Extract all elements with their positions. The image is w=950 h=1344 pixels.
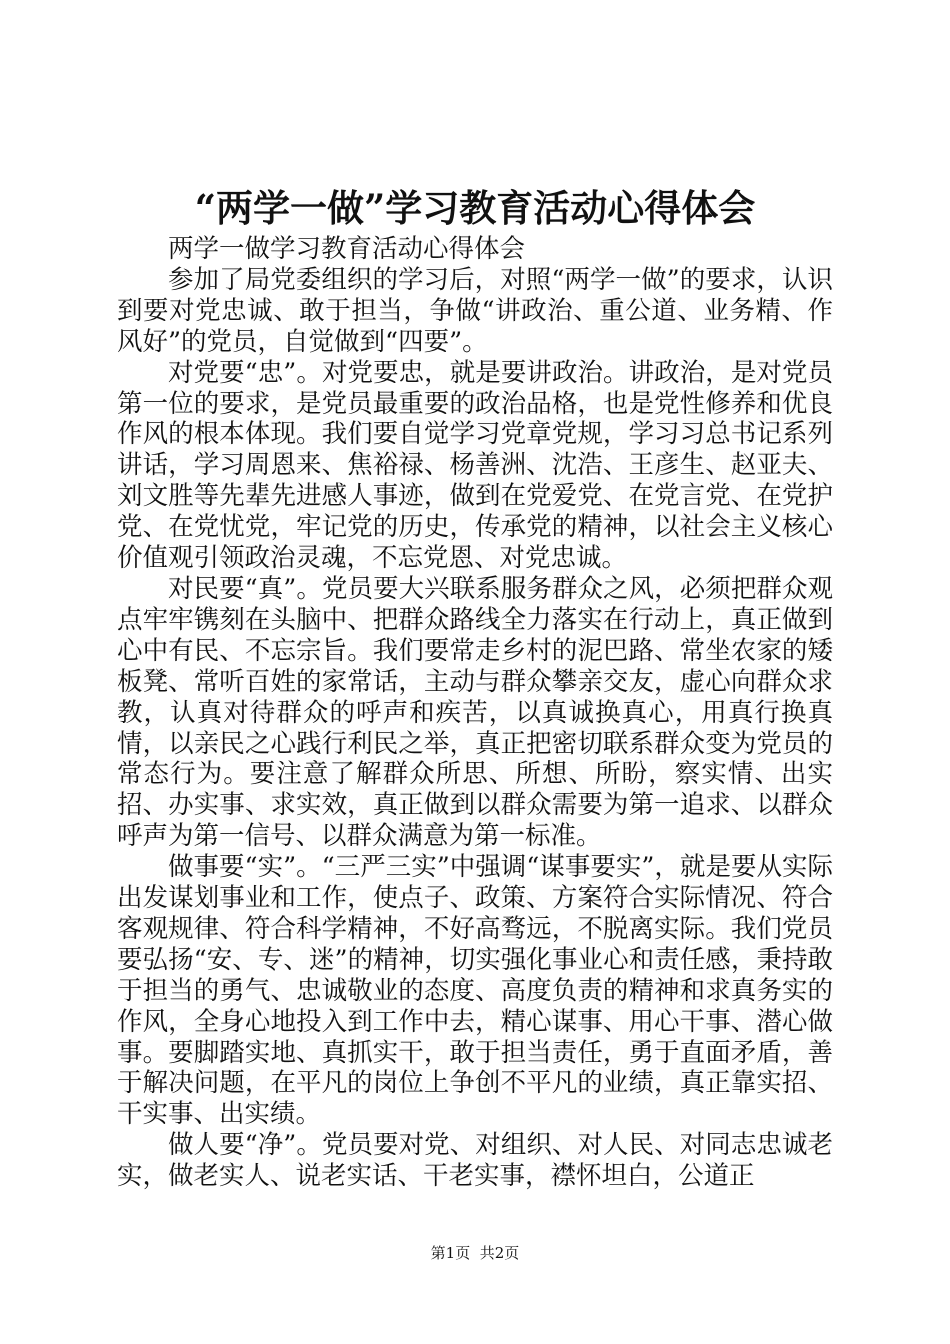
paragraph-loyalty: 对党要“忠”。对党要忠，就是要讲政治。讲政治，是对党员第一位的要求，是党员最重要的政治品格，也是党性修养和优良作风的根本体现。我们要自觉学习党章党规，学习习总书记系列讲话，学习周恩来、焦裕禄、杨善洲、沈浩、王彦生、赵亚夫、刘文胜等先辈先进感人事迹，做到在党爱党、在党言党、在党护党、在党忧党，牢记党的历史，传承党的精神，以社会主义核心价值观引领政治灵魂，不忘党恩、对党忠诚。 [117, 357, 833, 574]
document-body [117, 234, 833, 1192]
paragraph-practicality: 做事要“实”。“三严三实”中强调“谋事要实”，就是要从实际出发谋划事业和工作，使点子、政策、方案符合实际情况、符合客观规律、符合科学精神，不好高骛远，不脱离实际。我们党员要弘扬“安、专、迷”的精神，切实强化事业心和责任感，秉持敢于担当的勇气、忠诚敬业的态度、高度负责的精神和求真务实的作风，全身心地投入到工作中去，精心谋事、用心干事、潜心做事。要脚踏实地、真抓实干，敢于担当责任，勇于直面矛盾，善于解决问题，在平凡的岗位上争创不平凡的业绩，真正靠实招、干实事、出实绩。 [117, 852, 833, 1130]
paragraph-subtitle: 两学一做学习教育活动心得体会 [168, 234, 526, 264]
page-footer [0, 1243, 950, 1263]
document-title: “两学一做”学习教育活动心得体会 [194, 186, 756, 230]
paragraph-intro: 参加了局党委组织的学习后，对照“两学一做”的要求，认识到要对党忠诚、敢于担当，争做“讲政治、重公道、业务精、作风好”的党员，自觉做到“四要”。 [117, 264, 833, 357]
paragraph-integrity: 做人要“净”。党员要对党、对组织、对人民、对同志忠诚老实，做老实人、说老实话、干老实事，襟怀坦白，公道正 [117, 1130, 833, 1192]
paragraph-sincerity: 对民要“真”。党员要大兴联系服务群众之风，必须把群众观点牢牢镌刻在头脑中、把群众路线全力落实在行动上，真正做到心中有民、不忘宗旨。我们要常走乡村的泥巴路、常坐农家的矮板凳、常听百姓的家常话，主动与群众攀亲交友，虚心向群众求教，认真对待群众的呼声和疾苦，以真诚换真心，用真行换真情，以亲民之心践行利民之举，真正把密切联系群众变为党员的常态行为。要注意了解群众所思、所想、所盼，察实情、出实招、办实事、求实效，真正做到以群众需要为第一追求、以群众呼声为第一信号、以群众满意为第一标准。 [117, 573, 833, 852]
page-number: 第1页 [430, 1244, 471, 1262]
page-total: 共2页 [479, 1244, 520, 1262]
